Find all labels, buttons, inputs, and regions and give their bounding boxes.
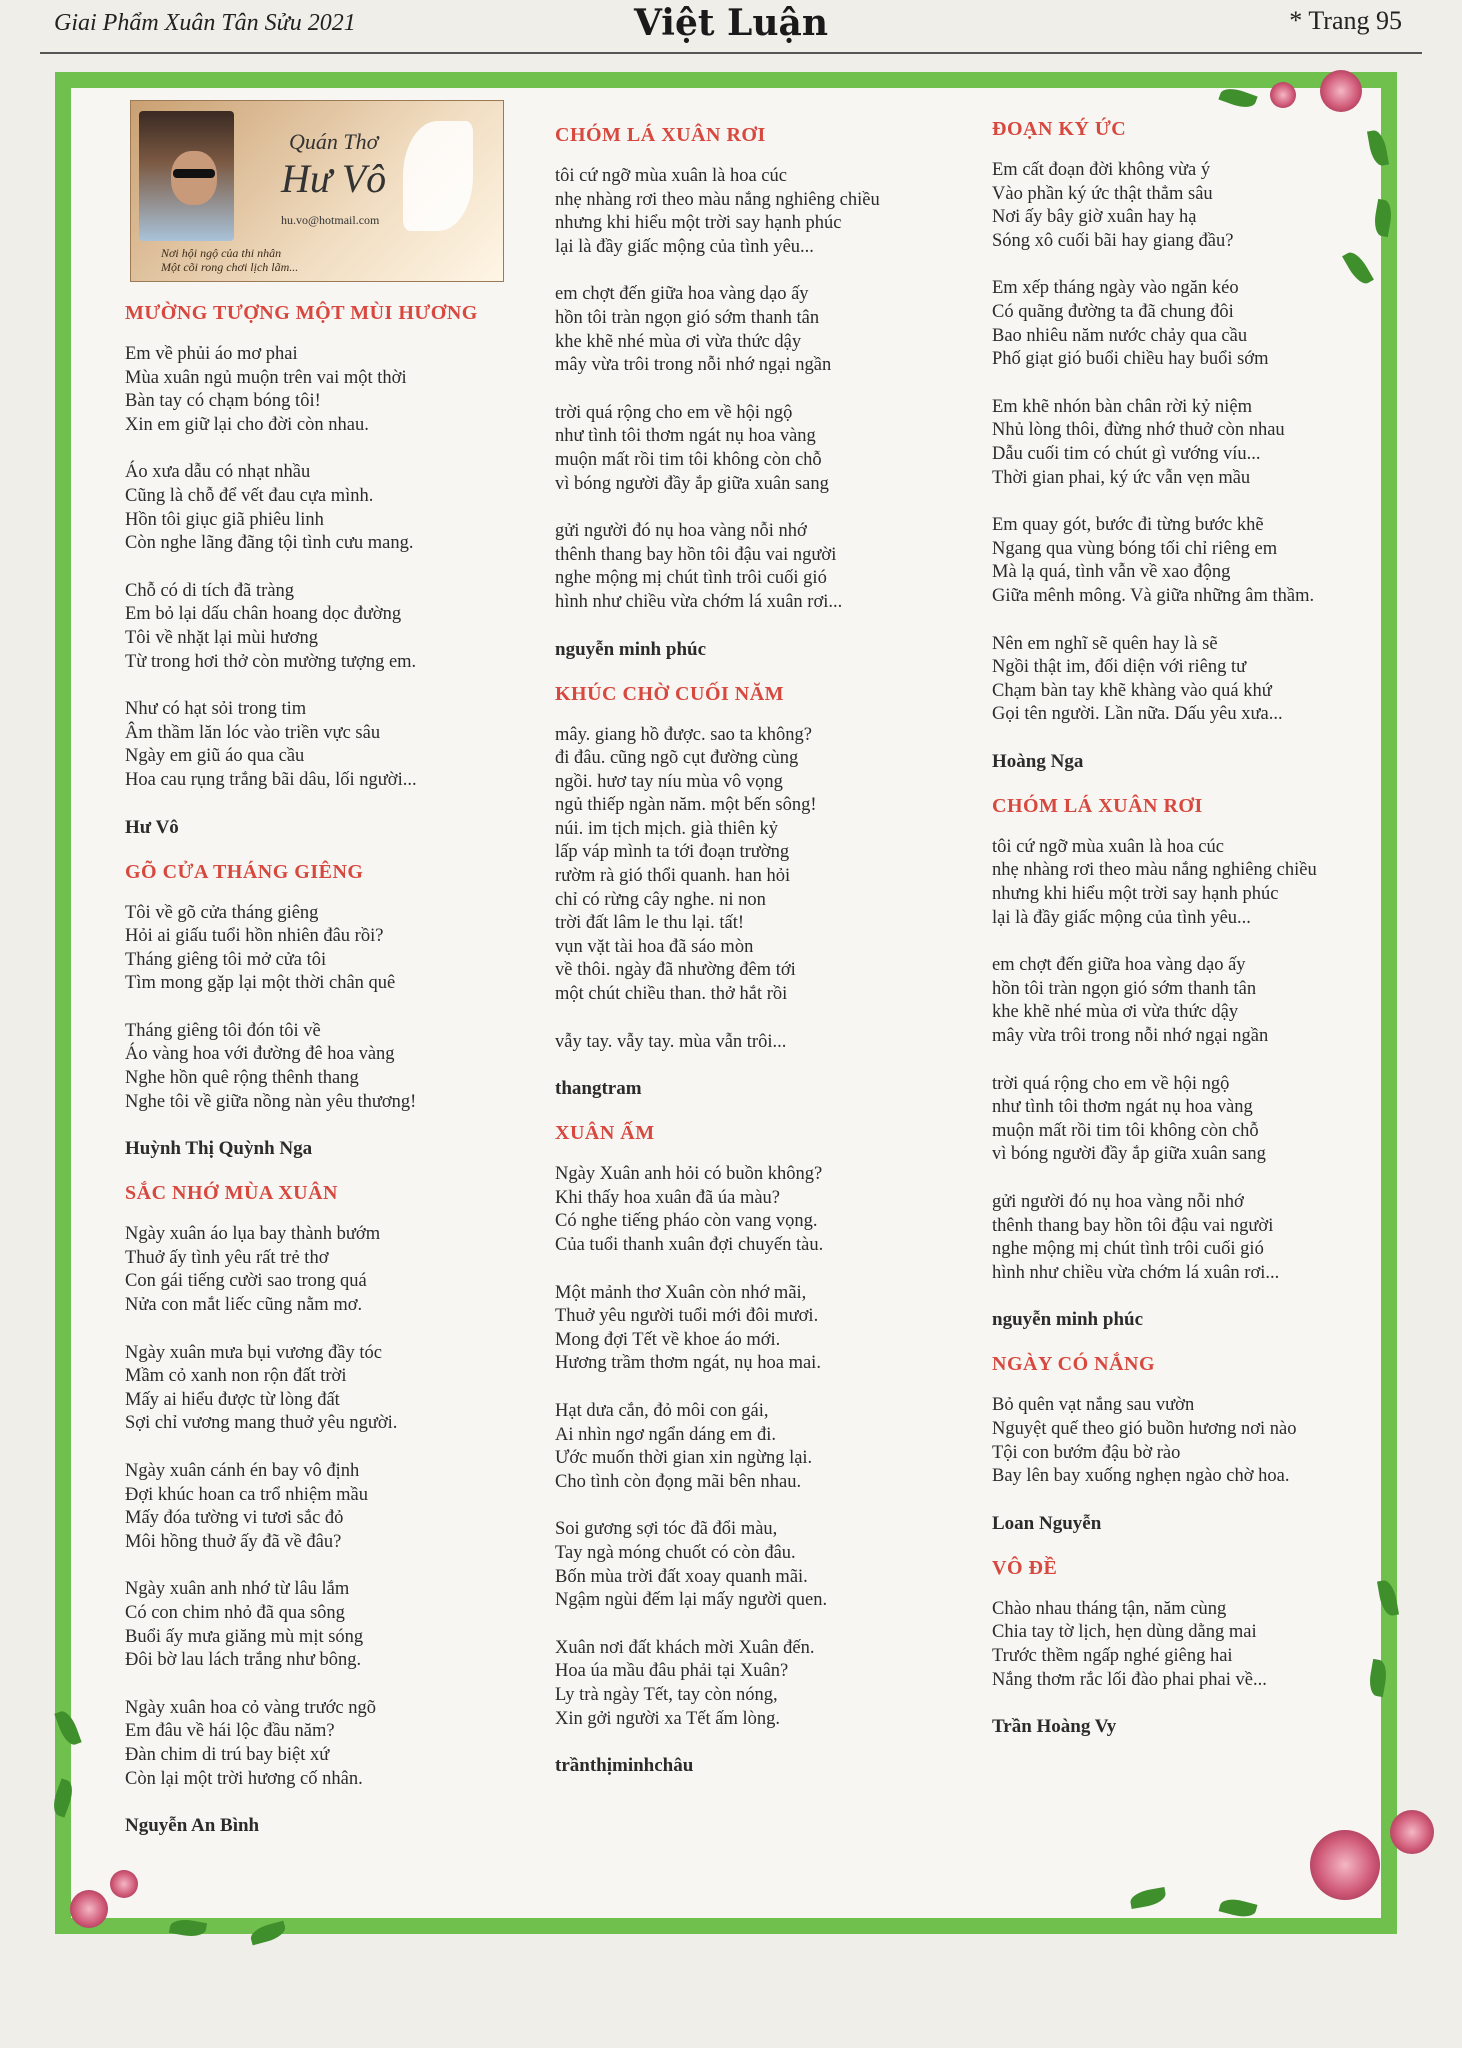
poem-title: XUÂN ẤM [555,1122,655,1145]
poem-line: Ước muốn thời gian xin ngừng lại. [555,1448,813,1469]
poem-line: Ngày xuân cánh én bay vô định [125,1461,360,1481]
poem-line: Bốn mùa trời đất xoay quanh mãi. [555,1566,808,1587]
poem-line: Có quãng đường ta đã chung đôi [992,301,1234,322]
poem-line: Em quay gót, bước đi từng bước khẽ [992,515,1264,536]
poem-line: Phố giạt gió buổi chiều hay buổi sớm [992,349,1269,370]
poem-title: CHÓM LÁ XUÂN RƠI [555,124,766,146]
poem-line: Hỏi ai giấu tuổi hồn nhiên đâu rồi? [125,926,384,947]
poem-line: Sợi chỉ vương mang thuở yêu người. [125,1413,398,1434]
poem-stanza [125,1697,525,1791]
poem-stanza [555,1282,960,1376]
poem-line: khe khẽ nhé mùa ơi vừa thức dậy [992,1002,1239,1023]
poem-stanza [125,1223,525,1317]
poem-line: Tội con bướm đậu bờ rào [992,1442,1181,1463]
poem-stanza [555,165,960,259]
poem-line: Em cất đoạn đời không vừa ý [992,160,1211,180]
poem-title: GÕ CỬA THÁNG GIÊNG [125,860,364,883]
banner-email: hu.vo@hotmail.com [281,213,380,227]
poem-line: em chợt đến giữa hoa vàng dạo ấy [555,284,809,305]
poet-photo [139,111,234,241]
poem-line: Đợi khúc hoan ca trổ nhiệm mầu [125,1484,369,1505]
banner-tagline-2: Một cõi rong chơi lịch lãm... [161,260,299,274]
poem-line: Mấy ai hiểu được từ lòng đất [125,1389,340,1410]
poem-line: Nắng thơm rắc lối đào phai phai về... [992,1669,1267,1690]
poem-author: Trần Hoàng Vy [992,1716,1117,1738]
poem-line: Vào phần ký ức thật thẳm sâu [992,183,1213,204]
poem-line: Thời gian phai, ký ức vẫn vẹn mầu [992,467,1251,488]
poem-author: nguyễn minh phúc [555,638,707,660]
masthead [40,0,1422,54]
poem-stanza [992,1073,1382,1167]
poem-stanza [125,1460,525,1554]
poem-line: Cũng là chỗ để vết đau cựa mình. [125,485,374,506]
poem-line: Khi thấy hoa xuân đã úa màu? [555,1187,781,1208]
poem-line: em chợt đến giữa hoa vàng dạo ấy [992,955,1246,976]
poem-line: Ngày xuân mưa bụi vương đầy tóc [125,1342,382,1363]
poem-line: hồn tôi tràn ngọn gió sớm thanh tân [992,978,1257,999]
poem-line: Hoa cau rụng trắng bãi dâu, lối người... [125,769,417,790]
poem-line: trời đất lâm le thu lại. tất! [555,913,745,934]
poem-line: Bàn tay có chạm bóng tôi! [125,391,321,412]
poem-line: Hạt dưa cắn, đỏ môi con gái, [555,1400,769,1421]
poem-line: nhẹ nhàng rơi theo màu nắng nghiêng chiều [992,860,1317,881]
poem-line: Một mảnh thơ Xuân còn nhớ mãi, [555,1282,807,1303]
banner-tagline-1: Nơi hội ngộ của thi nhân [161,246,282,260]
poem-line: Nửa con mắt liếc cũng nằm mơ. [125,1295,363,1316]
poem-line: Bao nhiêu năm nước chảy qua cầu [992,325,1248,346]
poem-line: Nơi ấy bây giờ xuân hay hạ [992,207,1197,228]
poem-line: Có nghe tiếng pháo còn vang vọng. [555,1211,818,1232]
poem-stanza [992,159,1382,253]
poem-line: Gọi tên người. Lần nữa. Dấu yêu xưa... [992,704,1283,725]
poem-line: Thuở ấy tình yêu rất trẻ thơ [125,1247,329,1268]
poem-line: Môi hồng thuở ấy đã về đâu? [125,1531,342,1552]
poem-line: như tình tôi thơm ngát nụ hoa vàng [992,1097,1253,1118]
poem-line: Có con chim nhỏ đã qua sông [125,1602,345,1623]
page-number: * Trang 95 [1289,6,1402,35]
poet-face-icon [171,151,217,205]
issue-title: Giai Phẩm Xuân Tân Sửu 2021 [54,10,356,36]
poem-author: thangtram [555,1078,642,1100]
poem-author: Hoàng Nga [992,750,1084,772]
poem-line: nghe mộng mị chút tình trôi cuối gió [992,1239,1264,1260]
poem-line: Còn lại một trời hương cố nhân. [125,1768,363,1789]
poem-stanza [125,580,525,674]
poem-line: về thôi. ngày đã nhường đêm tới [555,960,796,981]
poem-line: Nguyệt quế theo gió buồn hương nơi nào [992,1418,1297,1439]
poem-stanza [992,836,1382,930]
poem-line: Trước thềm ngấp nghé giêng hai [992,1645,1233,1666]
poem-line: Cho tình còn đọng mãi bên nhau. [555,1471,802,1492]
poem-line: rườm rà gió thổi quanh. han hỏi [555,866,791,887]
quan-tho-banner [130,100,504,282]
poem-line: Từ trong hơi thở còn mường tượng em. [125,651,417,672]
poem-stanza [125,698,525,792]
poem-line: muộn mất rồi tim tôi không còn chỗ [992,1120,1259,1141]
column-1-poems [125,302,525,1859]
page-content [70,88,1382,1918]
poem-stanza [125,343,525,437]
poem-line: Xin em giữ lại cho đời còn nhau. [125,414,369,435]
poem-line: Nên em nghĩ sẽ quên hay là sẽ [992,633,1218,654]
banner-tagline [161,246,298,274]
poem-line: Sóng xô cuối bãi hay giang đầu? [992,230,1234,251]
poem-stanza [992,1191,1382,1285]
poem-title: MƯỜNG TƯỢNG MỘT MÙI HƯƠNG [125,302,478,324]
poem-line: ngủ thiếp ngàn năm. một bến sông! [555,795,817,816]
poem-stanza [992,396,1382,490]
poem-line: mây vừa trôi trong nỗi nhớ ngại ngần [992,1026,1269,1047]
poem-line: mây vừa trôi trong nỗi nhớ ngại ngần [555,355,832,376]
poem-line: lại là đầy giấc mộng của tình yêu... [992,907,1251,928]
poem-line: Âm thầm lăn lóc vào triền vực sâu [125,722,381,743]
poem-line: một chút chiều than. thở hắt rồi [555,984,788,1005]
poem-line: Ngày em giũ áo qua cầu [125,746,305,767]
poem-line: Xuân nơi đất khách mời Xuân đến. [555,1637,815,1658]
poem-line: lấp váp mình ta tới đoạn trường [555,842,790,863]
poem-line: thênh thang bay hồn tôi đậu vai người [555,544,837,565]
poem-author: trầnthịminhchâu [555,1755,694,1777]
poem-stanza [992,954,1382,1048]
poem-line: vụn vặt tài hoa đã sáo mòn [555,936,754,957]
poem-line: hình như chiều vừa chớm lá xuân rơi... [555,591,843,612]
poem-line: trời quá rộng cho em về hội ngộ [992,1073,1230,1094]
poem-title: SẮC NHỚ MÙA XUÂN [125,1182,338,1205]
poem-stanza [992,1394,1382,1488]
poem-line: ngồi. hươ tay níu mùa vô vọng [555,771,783,792]
poem-line: Ngậm ngùi đếm lại mấy người quen. [555,1590,828,1611]
poem-stanza [992,633,1382,727]
poem-line: vẫy tay. vẫy tay. mùa vẫn trôi... [555,1031,787,1052]
poem-line: Ly trà ngày Tết, tay còn nóng, [555,1684,778,1705]
poem-line: Con gái tiếng cười sao trong quá [125,1271,367,1292]
poem-stanza [555,1637,960,1731]
poem-author: Loan Nguyễn [992,1512,1102,1534]
poem-line: như tình tôi thơm ngát nụ hoa vàng [555,426,816,447]
poem-line: Áo xưa dẫu có nhạt nhầu [125,462,311,483]
poem-line: tôi cứ ngỡ mùa xuân là hoa cúc [992,836,1224,857]
banner-title-small: Quán Thơ [289,129,379,154]
poem-title: NGÀY CÓ NẮNG [992,1353,1156,1376]
poem-line: nhưng khi hiểu một trời say hạnh phúc [555,213,842,234]
poem-line: Chạm bàn tay khẽ khàng vào quá khứ [992,680,1272,701]
poem-line: muộn mất rồi tim tôi không còn chỗ [555,449,822,470]
poem-stanza [125,461,525,555]
column-2-poems [555,124,960,1799]
poem-line: Tôi về nhặt lại mùi hương [125,627,318,648]
poem-line: Soi gương sợi tóc đã đổi màu, [555,1519,778,1540]
poem-line: Ngồi thật im, đối diện với riêng tư [992,657,1247,678]
poem-stanza [555,1031,960,1055]
poem-line: nhẹ nhàng rơi theo màu nắng nghiêng chiều [555,189,880,210]
sunglasses-icon [173,169,215,178]
poem-line: Chỗ có di tích đã tràng [125,580,295,601]
column-3-poems [992,118,1382,1760]
poem-stanza [125,1578,525,1672]
poem-line: Dẫu cuối tim có chút gì vướng víu... [992,443,1261,464]
poem-line: Hoa úa mầu đâu phải tại Xuân? [555,1661,789,1682]
poem-line: chỉ có rừng cây nghe. ni non [555,889,766,910]
poem-author: Hư Vô [125,816,179,838]
poem-stanza [555,520,960,614]
poem-stanza [125,1020,525,1114]
poem-title: CHÓM LÁ XUÂN RƠI [992,794,1203,817]
poem-line: Xin gởi người xa Tết ấm lòng. [555,1708,781,1729]
poem-line: lại là đầy giấc mộng của tình yêu... [555,236,814,257]
poem-line: Ai nhìn ngơ ngẩn dáng em đi. [555,1424,776,1445]
newspaper-name: Việt Luận [633,2,829,44]
poem-title: VÔ ĐỀ [992,1556,1058,1579]
wing-icon [403,121,473,231]
rose-icon [1390,1810,1434,1854]
poem-line: Nhủ lòng thôi, đừng nhớ thuở còn nhau [992,420,1285,441]
poem-line: Ngày xuân anh nhớ từ lâu lắm [125,1579,350,1600]
poem-line: Tháng giêng tôi đón tôi về [125,1020,321,1041]
poem-line: Giữa mênh mông. Và giữa những âm thầm. [992,585,1315,606]
poem-line: Em bỏ lại dấu chân hoang dọc đường [125,604,402,625]
poem-line: Em về phủi áo mơ phai [125,344,298,364]
poem-line: Ngày xuân hoa cỏ vàng trước ngõ [125,1697,376,1718]
poem-line: Mầm cỏ xanh non rộn đất trời [125,1366,347,1387]
poem-line: nhưng khi hiểu một trời say hạnh phúc [992,884,1279,905]
poem-title: ĐOẠN KÝ ỨC [992,118,1127,140]
poem-line: Em đâu về hái lộc đầu năm? [125,1721,335,1742]
poem-line: gửi người đó nụ hoa vàng nỗi nhớ [555,521,807,542]
poem-line: đi đâu. cũng ngõ cụt đường cùng [555,748,799,769]
poem-line: Thuở yêu người tuổi mới đôi mươi. [555,1306,819,1327]
poem-line: Mùa xuân ngủ muộn trên vai một thời [125,367,407,388]
poem-author: Huỳnh Thị Quỳnh Nga [125,1138,313,1160]
poem-stanza [992,514,1382,608]
poem-author: Nguyễn An Bình [125,1815,260,1837]
leaf-icon [169,1917,207,1939]
poem-line: Chia tay tờ lịch, hẹn dùng dằng mai [992,1622,1257,1643]
poem-line: Bỏ quên vạt nắng sau vườn [992,1395,1195,1416]
poem-line: Đàn chim di trú bay biệt xứ [125,1744,330,1765]
poem-line: gửi người đó nụ hoa vàng nỗi nhớ [992,1192,1244,1212]
poem-line: hình như chiều vừa chớm lá xuân rơi... [992,1262,1280,1283]
poem-stanza [555,1518,960,1612]
poem-line: Của tuổi thanh xuân đợi chuyến tàu. [555,1235,824,1255]
poem-line: Tôi về gõ cửa tháng giêng [125,902,319,923]
poem-line: Chào nhau tháng tận, năm cùng [992,1598,1227,1619]
poem-line: Như có hạt sỏi trong tim [125,699,307,720]
poem-line: Em khẽ nhón bàn chân rời kỷ niệm [992,396,1252,417]
poem-line: Ngày Xuân anh hỏi có buồn không? [555,1164,823,1185]
poem-stanza [555,402,960,496]
poem-line: Mong đợi Tết về khoe áo mới. [555,1329,781,1350]
poem-line: Hồn tôi giục giã phiêu linh [125,509,324,530]
poem-stanza [555,1163,960,1257]
poem-line: Tháng giêng tôi mở cửa tôi [125,949,327,970]
poem-line: nghe mộng mị chút tình trôi cuối gió [555,568,827,589]
poem-line: khe khẽ nhé mùa ơi vừa thức dậy [555,331,802,352]
poem-stanza [992,1598,1382,1692]
poem-line: thênh thang bay hồn tôi đậu vai người [992,1215,1274,1236]
poem-line: Mấy đóa tường vi tươi sắc đỏ [125,1508,344,1529]
poem-title: KHÚC CHỜ CUỐI NĂM [555,682,785,705]
poem-stanza [555,283,960,377]
poem-stanza [125,902,525,996]
poem-stanza [125,1342,525,1436]
poem-line: Em xếp tháng ngày vào ngăn kéo [992,278,1239,299]
poem-line: tôi cứ ngỡ mùa xuân là hoa cúc [555,166,787,186]
poem-line: Ngang qua vùng bóng tối chỉ riêng em [992,538,1278,559]
poem-line: Tìm mong gặp lại một thời chân quê [125,973,396,994]
poem-line: vì bóng người đầy ắp giữa xuân sang [555,473,829,494]
poem-line: Bay lên bay xuống nghẹn ngào chờ hoa. [992,1466,1290,1487]
poem-line: Ngày xuân áo lụa bay thành bướm [125,1224,381,1245]
poem-line: vì bóng người đầy ắp giữa xuân sang [992,1144,1266,1165]
poem-stanza [555,1400,960,1494]
poem-line: Mà lạ quá, tình vẫn về xao động [992,562,1231,583]
poem-line: Buổi ấy mưa giăng mù mịt sóng [125,1626,364,1647]
poem-line: Nghe hồn quê rộng thênh thang [125,1068,359,1089]
poem-line: Còn nghe lãng đãng tội tình cưu mang. [125,533,414,554]
poem-line: Hương trầm thơm ngát, nụ hoa mai. [555,1353,821,1374]
poem-stanza [992,277,1382,371]
leaf-icon [249,1921,288,1946]
banner-title-name: Hư Vô [281,156,387,201]
poem-line: Áo vàng hoa với đường đê hoa vàng [125,1044,395,1065]
poem-line: hồn tôi tràn ngọn gió sớm thanh tân [555,307,820,328]
poem-author: nguyễn minh phúc [992,1309,1144,1331]
poem-line: mây. giang hồ được. sao ta không? [555,724,812,745]
poem-line: núi. im tịch mịch. già thiên kỷ [555,818,778,839]
poem-line: trời quá rộng cho em về hội ngộ [555,402,793,423]
poem-line: Đôi bờ lau lách trắng như bông. [125,1650,362,1671]
poem-line: Tay ngà móng chuốt có còn đâu. [555,1542,796,1563]
poem-stanza [555,724,960,1007]
poem-line: Nghe tôi về giữa nồng nàn yêu thương! [125,1091,417,1112]
